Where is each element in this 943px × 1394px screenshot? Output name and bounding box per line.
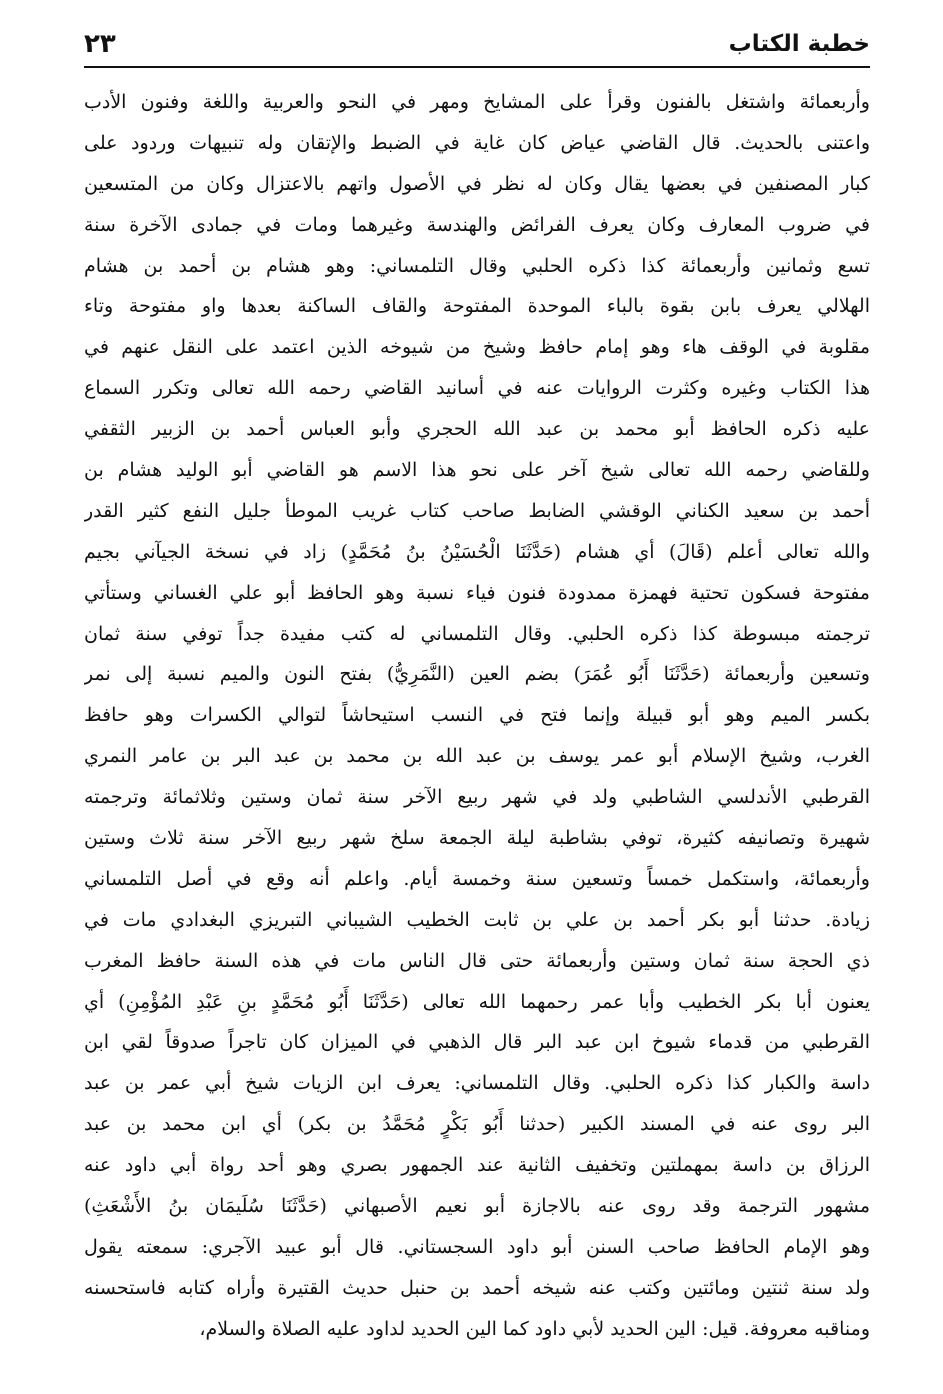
text-line: داسة والكبار كذا ذكره الحلبي. وقال التلمساني: يعرف ابن الزيات شيخ أبي عمر بن عبد	[84, 1072, 870, 1095]
text-line: الرزاق بن داسة بمهملتين وتخفيف الثانية عند الجمهور بصري وهو أحد رواة أبي داود عنه	[84, 1154, 870, 1177]
text-line: ترجمته مبسوطة كذا ذكره الحلبي. وقال التلمساني له كتب مفيدة جداً توفي سنة ثمان	[84, 622, 870, 645]
text-line: كبار المصنفين في بعضها يقال وكان له نظر في الأصول واتهم بالاعتزال وكان من المتسعين	[84, 172, 870, 195]
text-line: القرطبي من قدماء شيوخ ابن عبد البر قال الذهبي في الميزان كان تاجراً صدوقاً لقي ابن	[84, 1031, 870, 1054]
text-line: وللقاضي رحمه الله تعالى شيخ آخر على نحو هذا الاسم هو القاضي أبو الوليد هشام بن	[84, 459, 870, 482]
text-line: وأربعمائة واشتغل بالفنون وقرأ على المشايخ ومهر في النحو والعربية واللغة وفنون الأدب	[84, 91, 870, 113]
text-line: أحمد بن سعيد الكناني الوقشي الضابط صاحب كتاب غريب الموطأ جليل النفع كثير القدر	[84, 499, 870, 522]
text-line: شهيرة وتصانيفه كثيرة، توفي بشاطبة ليلة الجمعة سلخ شهر ربيع الآخر سنة ثلاث وستين	[84, 827, 870, 850]
text-line: هذا الكتاب وغيره وكثرت الروايات عنه في أسانيد القاضي رحمه الله تعالى وتكرر السماع	[84, 377, 870, 400]
text-line: ومناقبه معروفة. قيل: الين الحديد لأبي داود كما الين الحديد لداود عليه الصلاة والسلام،	[199, 1317, 870, 1340]
text-line: مقلوبة في الوقف هاء وهو إمام حافظ وشيخ من شيوخه الذين اعتمد على النقل عنهم في	[84, 336, 870, 359]
text-line: والله تعالى أعلم (قَالَ) أي هشام (حَدَّثَنَا الْحُسَيْنُ بنُ مُحَمَّدٍ) زاد في نسخة الجيآني بجيم	[84, 540, 870, 563]
text-line: عليه ذكره الحافظ أبو محمد بن عبد الله الحجري وأبو العباس أحمد بن الزبير الثقفي	[84, 418, 870, 441]
text-line: يعنون أبا بكر الخطيب وأبا عمر رحمهما الله تعالى (حَدَّثَنَا أَبُو مُحَمَّدٍ بنِ عَبْدِ المُؤْمِنِ) أي	[84, 990, 870, 1013]
text-line: ذي الحجة سنة ثمان وستين وأربعمائة حتى قال الناس مات في هذه السنة حافظ المغرب	[84, 949, 870, 972]
page-title: خطبة الكتاب	[728, 31, 870, 57]
text-line: وأربعمائة، واستكمل خمساً وتسعين سنة وخمسة أيام. واعلم أنه وقع في أصل التلمساني	[84, 867, 870, 890]
text-line: تسع وثمانين وأربعمائة كذا ذكره الحلبي وقال التلمساني: وهو هشام بن أحمد بن هشام	[84, 254, 870, 277]
text-line: الغرب، وشيخ الإسلام أبو عمر يوسف بن عبد الله بن محمد بن عبد البر بن عامر النمري	[84, 745, 870, 768]
text-line: مشهور الترجمة وقد روى عنه بالاجازة أبو نعيم الأصبهاني (حَدَّثَنَا سُلَيمَان بنُ الأَشْعَثِ)	[84, 1195, 870, 1218]
text-line: وهو الإمام الحافظ صاحب السنن أبو داود السجستاني. قال أبو عبيد الآجري: سمعته يقول	[84, 1235, 870, 1258]
text-line: واعتنى بالحديث. قال القاضي عياض كان غاية في الضبط والإتقان وله تنبيهات وردود على	[84, 131, 870, 154]
text-line: زيادة. حدثنا أبو بكر أحمد بن علي بن ثابت الخطيب الشيباني التبريزي البغدادي مات في	[84, 908, 870, 931]
text-line: البر روى عنه في المسند الكبير (حدثنا أَبُو بَكْرٍ مُحَمَّدُ بن بكر) أي ابن محمد بن عبد	[84, 1113, 870, 1136]
text-line: القرطبي الأندلسي الشاطبي ولد في شهر ربيع الآخر سنة ثمان وستين وثلاثمائة وترجمته	[84, 786, 870, 809]
body-text	[84, 82, 870, 1350]
text-line: بكسر الميم وهو أبو قبيلة وإنما فتح في النسب استيحاشاً لتوالي الكسرات وهو حافظ	[84, 704, 870, 727]
text-line: ولد سنة ثنتين ومائتين وكتب عنه شيخه أحمد بن حنبل حديث القتيرة وأراه كتابه فاستحسنه	[84, 1276, 870, 1299]
text-line: وتسعين وأربعمائة (حَدَّثَنَا أَبُو عُمَرَ) بضم العين (النَّمَرِيُّ) بفتح النون والميم نسبة إلى نمر	[84, 663, 870, 686]
text-line: الهلالي يعرف بابن بقوة بالباء الموحدة المفتوحة والقاف الساكنة بعدها واو مفتوحة وتاء	[84, 295, 870, 318]
text-line: مفتوحة فسكون تحتية فهمزة ممدودة فنون فياء نسبة وهو الحافظ أبو علي الغساني وستأتي	[84, 581, 870, 604]
page-header	[84, 22, 870, 68]
page-number: ٢٣	[84, 29, 116, 59]
text-line: في ضروب المعارف وكان يعرف الفرائض والهندسة وغيرهما ومات في جمادى الآخرة سنة	[84, 213, 870, 236]
